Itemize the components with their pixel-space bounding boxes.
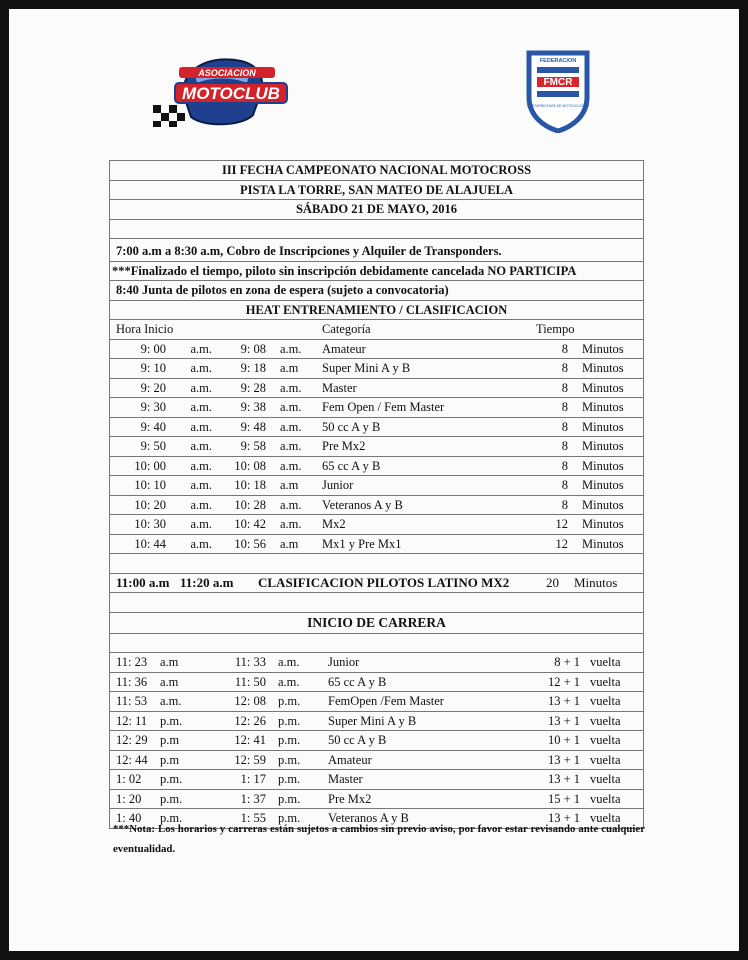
heat-start-time: 10: 20	[134, 497, 166, 512]
race-laps-unit: vuelta	[590, 713, 621, 728]
heat-duration-unit: Minutos	[582, 419, 624, 434]
race-category: Super Mini A y B	[328, 713, 417, 728]
heat-row	[110, 398, 644, 418]
race-end-time: 12: 41	[234, 733, 266, 748]
col-start-header: Hora Inicio	[116, 322, 174, 337]
heat-start-time: 10: 30	[134, 517, 166, 532]
race-laps-unit: vuelta	[590, 694, 621, 709]
venue-row	[110, 180, 644, 200]
heat-duration: 8	[561, 497, 568, 512]
race-start-time: 1: 02	[116, 772, 142, 787]
heat-end-period: a.m.	[280, 497, 302, 512]
heat-end-period: a.m	[280, 361, 299, 376]
heat-category: Mx2	[322, 517, 346, 532]
heat-category: Amateur	[322, 341, 366, 356]
race-start-time: 12: 11	[116, 713, 148, 728]
registration-info: 7:00 a.m a 8:30 a.m, Cobro de Inscripciones y Alquiler de Transponders.	[110, 239, 644, 262]
heat-start-period: a.m.	[190, 458, 212, 473]
heat-start-time: 10: 44	[134, 536, 166, 551]
race-end-period: p.m.	[278, 811, 301, 826]
heat-row	[110, 378, 644, 398]
heat-start-time: 9: 40	[140, 419, 166, 434]
race-end-period: p.m.	[278, 713, 301, 728]
races-title: INICIO DE CARRERA	[110, 612, 644, 633]
race-start-time: 11: 23	[116, 655, 148, 670]
heat-row	[110, 437, 644, 457]
race-end-time: 1: 55	[240, 811, 266, 826]
heat-category: 50 cc A y B	[322, 419, 381, 434]
heat-end-time: 9: 38	[240, 400, 266, 415]
race-category: 65 cc A y B	[328, 674, 387, 689]
registration-row	[110, 239, 644, 262]
heat-end-time: 9: 28	[240, 380, 266, 395]
motoclub-logo	[149, 53, 289, 129]
race-row	[110, 750, 644, 770]
heat-category: Fem Open / Fem Master	[322, 400, 445, 415]
heat-duration: 8	[561, 380, 568, 395]
heat-row	[110, 456, 644, 476]
heats-title-row	[110, 300, 644, 320]
heat-row	[110, 359, 644, 379]
heat-end-time: 9: 08	[240, 341, 266, 356]
race-laps-unit: vuelta	[590, 772, 621, 787]
race-row	[110, 789, 644, 809]
race-row	[110, 692, 644, 712]
heat-end-period: a.m.	[280, 380, 302, 395]
heat-duration: 8	[561, 361, 568, 376]
heat-row	[110, 476, 644, 496]
fmcr-logo-title: FMCR	[543, 77, 573, 88]
heat-end-period: a.m.	[280, 517, 302, 532]
event-date: SÁBADO 21 DE MAYO, 2016	[110, 200, 644, 220]
race-laps-unit: vuelta	[590, 733, 621, 748]
heats-header-row	[110, 320, 644, 340]
heat-end-time: 9: 48	[240, 419, 266, 434]
race-row	[110, 672, 644, 692]
race-start-time: 11: 36	[116, 674, 148, 689]
race-laps: 15 + 1	[547, 791, 580, 806]
heat-duration: 8	[561, 478, 568, 493]
race-category: 50 cc A y B	[328, 733, 387, 748]
race-category: Pre Mx2	[328, 791, 372, 806]
heat-duration-unit: Minutos	[582, 458, 624, 473]
latino-start: 11:00 a.m	[116, 574, 170, 590]
heat-category: Mx1 y Pre Mx1	[322, 536, 402, 551]
heat-category: Junior	[322, 478, 354, 493]
race-start-period: p.m.	[160, 791, 183, 806]
race-laps: 13 + 1	[547, 752, 580, 767]
race-category: FemOpen /Fem Master	[328, 694, 444, 709]
blank-row	[110, 554, 644, 574]
heat-start-time: 9: 20	[140, 380, 166, 395]
warning-row	[110, 261, 644, 281]
heat-duration-unit: Minutos	[582, 341, 624, 356]
heat-row	[110, 417, 644, 437]
heat-duration: 8	[561, 458, 568, 473]
blank-row	[110, 633, 644, 653]
latino-duration-unit: Minutos	[574, 574, 618, 590]
blank-row	[110, 593, 644, 613]
latino-row	[110, 573, 644, 593]
heat-start-period: a.m.	[190, 341, 212, 356]
race-end-time: 11: 33	[234, 655, 266, 670]
heat-category: Pre Mx2	[322, 439, 366, 454]
heat-end-time: 10: 28	[234, 497, 266, 512]
heat-duration-unit: Minutos	[582, 400, 624, 415]
col-category-header: Categoría	[322, 322, 371, 337]
race-category: Veteranos A y B	[328, 811, 409, 826]
heat-row	[110, 339, 644, 359]
race-end-time: 12: 59	[234, 752, 266, 767]
race-row	[110, 653, 644, 673]
meeting-row	[110, 281, 644, 301]
race-laps: 13 + 1	[547, 713, 580, 728]
race-laps: 13 + 1	[547, 772, 580, 787]
race-start-time: 1: 20	[116, 791, 142, 806]
heat-end-time: 9: 18	[240, 361, 266, 376]
date-row	[110, 200, 644, 220]
footer-note: ***Nota: Los horarios y carreras están sujetos a cambios sin previo aviso, por favor estar revisando ante cualquier eventualidad.	[113, 823, 645, 855]
race-end-time: 12: 08	[234, 694, 266, 709]
checkered-flag-icon	[153, 105, 185, 127]
title-row	[110, 161, 644, 181]
event-venue: PISTA LA TORRE, SAN MATEO DE ALAJUELA	[110, 180, 644, 200]
heat-start-period: a.m.	[190, 400, 212, 415]
heat-start-time: 9: 10	[140, 361, 166, 376]
schedule-table	[109, 160, 644, 829]
race-start-period: p.m.	[160, 772, 183, 787]
heats-title: HEAT ENTRENAMIENTO / CLASIFICACION	[110, 300, 644, 320]
heat-end-period: a.m.	[280, 341, 302, 356]
heat-end-time: 10: 18	[234, 478, 266, 493]
heat-start-period: a.m.	[190, 497, 212, 512]
heat-duration-unit: Minutos	[582, 478, 624, 493]
heat-start-period: a.m.	[190, 361, 212, 376]
races-title-row	[110, 612, 644, 633]
heat-end-period: a.m.	[280, 419, 302, 434]
race-end-period: p.m.	[278, 791, 301, 806]
heat-duration-unit: Minutos	[582, 361, 624, 376]
heat-start-period: a.m.	[190, 380, 212, 395]
heat-start-time: 10: 00	[134, 458, 166, 473]
race-laps: 12 + 1	[547, 674, 580, 689]
motoclub-logo-subtitle: ASOCIACION	[198, 68, 256, 78]
heat-row	[110, 495, 644, 515]
heat-start-period: a.m.	[190, 478, 212, 493]
heat-start-period: a.m.	[190, 517, 212, 532]
latino-duration: 20	[546, 574, 559, 590]
race-start-period: p.m	[160, 752, 180, 767]
race-row	[110, 711, 644, 731]
race-laps: 13 + 1	[547, 694, 580, 709]
race-category: Junior	[328, 655, 360, 670]
heat-end-time: 10: 08	[234, 458, 266, 473]
heat-duration: 12	[555, 536, 568, 551]
race-laps-unit: vuelta	[590, 655, 621, 670]
latino-label: CLASIFICACION PILOTOS LATINO MX2	[258, 574, 510, 590]
heat-start-time: 10: 10	[134, 478, 166, 493]
race-start-time: 12: 44	[116, 752, 148, 767]
col-time-header: Tiempo	[536, 322, 575, 337]
race-laps: 8 + 1	[554, 655, 580, 670]
heat-start-period: a.m.	[190, 536, 212, 551]
race-category: Master	[328, 772, 363, 787]
heat-start-period: a.m.	[190, 419, 212, 434]
race-end-period: p.m.	[278, 694, 301, 709]
race-laps-unit: vuelta	[590, 791, 621, 806]
race-end-period: p.m.	[278, 733, 301, 748]
fmcr-logo-bottom-text: COSTARRICENSE DE MOTOCICLISMO	[526, 104, 590, 108]
heat-end-period: a.m	[280, 478, 299, 493]
race-end-time: 1: 17	[240, 772, 266, 787]
race-end-time: 1: 37	[240, 791, 266, 806]
heat-end-time: 10: 56	[234, 536, 266, 551]
registration-warning: ***Finalizado el tiempo, piloto sin inscripción debidamente cancelada NO PARTICIPA	[110, 261, 644, 281]
event-title: III FECHA CAMPEONATO NACIONAL MOTOCROSS	[110, 161, 644, 181]
race-laps: 10 + 1	[547, 733, 580, 748]
latino-end: 11:20 a.m	[180, 574, 234, 590]
race-laps-unit: vuelta	[590, 674, 621, 689]
race-start-period: p.m.	[160, 713, 183, 728]
race-start-period: a.m	[160, 655, 179, 670]
heat-duration: 8	[561, 400, 568, 415]
heat-duration-unit: Minutos	[582, 517, 624, 532]
heat-end-time: 9: 58	[240, 439, 266, 454]
heat-category: 65 cc A y B	[322, 458, 381, 473]
heat-end-period: a.m	[280, 536, 299, 551]
heat-start-period: a.m.	[190, 439, 212, 454]
heat-end-period: a.m.	[280, 439, 302, 454]
pilots-meeting: 8:40 Junta de pilotos en zona de espera (sujeto a convocatoria)	[110, 281, 644, 301]
race-end-time: 12: 26	[234, 713, 266, 728]
race-end-time: 11: 50	[234, 674, 266, 689]
heat-end-time: 10: 42	[234, 517, 266, 532]
heat-duration: 8	[561, 419, 568, 434]
race-laps: 13 + 1	[547, 811, 580, 826]
race-row	[110, 731, 644, 751]
heat-row	[110, 534, 644, 554]
race-row	[110, 770, 644, 790]
heat-duration-unit: Minutos	[582, 380, 624, 395]
race-category: Amateur	[328, 752, 372, 767]
fmcr-logo-top-text: FEDERACION	[539, 58, 577, 64]
schedule-sheet	[9, 9, 739, 951]
heat-duration: 8	[561, 439, 568, 454]
motoclub-logo-title: MOTOCLUB	[182, 84, 280, 103]
race-end-period: p.m.	[278, 772, 301, 787]
race-end-period: p.m.	[278, 752, 301, 767]
race-end-period: a.m.	[278, 674, 300, 689]
race-start-period: p.m.	[160, 811, 183, 826]
heat-duration: 12	[555, 517, 568, 532]
race-start-period: p.m	[160, 733, 180, 748]
race-start-time: 12: 29	[116, 733, 148, 748]
blank-row	[110, 219, 644, 239]
race-laps-unit: vuelta	[590, 752, 621, 767]
heat-category: Veteranos A y B	[322, 497, 403, 512]
heat-duration: 8	[561, 341, 568, 356]
heat-duration-unit: Minutos	[582, 439, 624, 454]
heat-duration-unit: Minutos	[582, 536, 624, 551]
heat-start-time: 9: 00	[140, 341, 166, 356]
heat-end-period: a.m.	[280, 400, 302, 415]
race-start-time: 1: 40	[116, 811, 142, 826]
heat-start-time: 9: 30	[140, 400, 166, 415]
heat-row	[110, 515, 644, 535]
race-start-time: 11: 53	[116, 694, 148, 709]
heat-duration-unit: Minutos	[582, 497, 624, 512]
heat-category: Super Mini A y B	[322, 361, 411, 376]
heat-end-period: a.m.	[280, 458, 302, 473]
heat-start-time: 9: 50	[140, 439, 166, 454]
fmcr-logo	[525, 47, 591, 133]
heat-category: Master	[322, 380, 357, 395]
race-end-period: a.m.	[278, 655, 300, 670]
race-laps-unit: vuelta	[590, 811, 621, 826]
race-start-period: a.m.	[160, 694, 182, 709]
race-start-period: a.m	[160, 674, 179, 689]
